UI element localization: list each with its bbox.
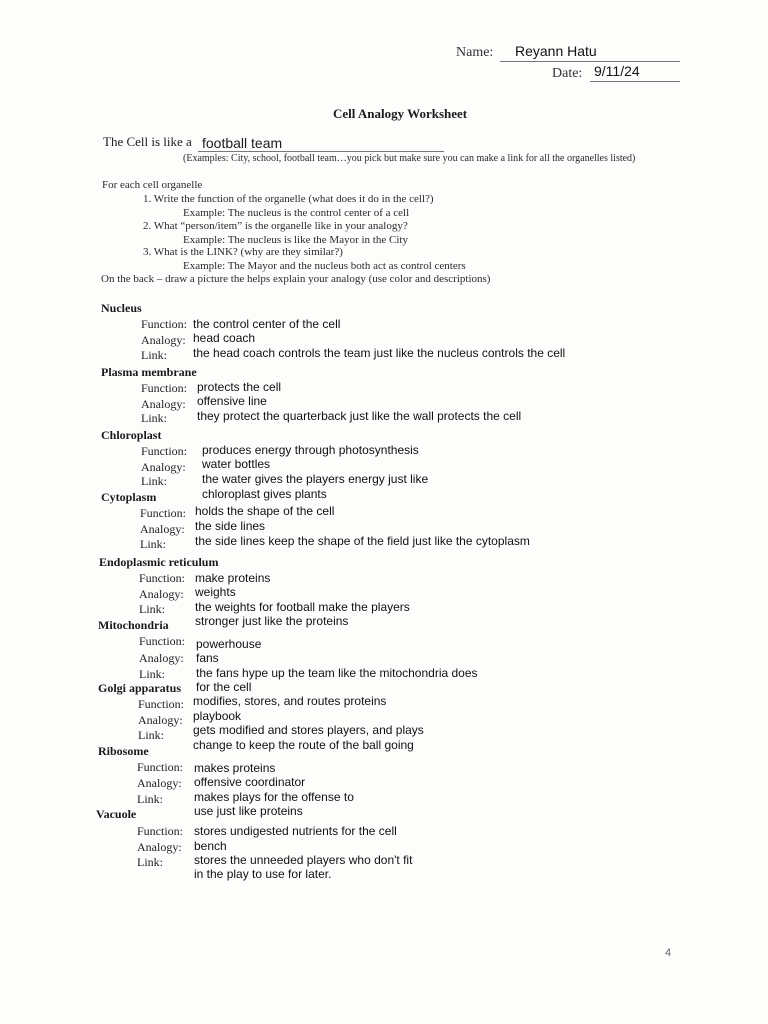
analogy-label: Analogy: [137,840,182,854]
golgi-analogy[interactable]: playbook [193,709,242,723]
analogy-label: Analogy: [140,522,185,536]
vacuole-analogy[interactable]: bench [194,839,227,853]
golgi-link-line-2[interactable]: change to keep the route of the ball going [193,738,414,752]
link-label: Link: [141,474,167,488]
function-label: Function: [137,824,184,838]
section-ribosome: Ribosome [98,744,149,758]
vacuole-function[interactable]: stores undigested nutrients for the cell [194,824,397,838]
mitochondria-link-line-1[interactable]: the fans hype up the team like the mitochondria does [196,666,478,680]
page-number: 4 [665,947,672,959]
golgi-link-line-1[interactable]: gets modified and stores players, and plays [193,723,424,737]
link-label: Link: [138,728,164,742]
link-label: Link: [137,855,163,869]
function-label: Function: [141,381,188,395]
analogy-label: Analogy: [141,333,186,347]
nucleus-function[interactable]: the control center of the cell [193,317,341,331]
er-link-line-2[interactable]: stronger just like the proteins [195,614,349,628]
analogy-label: Analogy: [139,651,184,665]
date-underline [590,81,680,82]
function-label: Function: [141,444,188,458]
section-plasma-membrane: Plasma membrane [101,365,197,379]
mitochondria-function[interactable]: powerhouse [196,637,262,651]
date-label: Date: [552,66,583,81]
page-title: Cell Analogy Worksheet [333,106,468,121]
er-analogy[interactable]: weights [195,585,236,599]
section-golgi-apparatus: Golgi apparatus [98,681,182,695]
function-label: Function: [137,760,184,774]
ribosome-analogy[interactable]: offensive coordinator [194,775,306,789]
function-label: Function: [141,317,188,331]
nucleus-link[interactable]: the head coach controls the team just like the nucleus controls the cell [193,346,566,360]
section-mitochondria: Mitochondria [98,618,169,632]
link-label: Link: [141,348,167,362]
cell-like-answer[interactable]: football team [202,135,283,151]
golgi-function[interactable]: modifies, stores, and routes proteins [193,694,387,708]
instructions-intro: For each cell organelle [102,179,203,191]
cytoplasm-analogy[interactable]: the side lines [195,519,266,533]
er-link-line-1[interactable]: the weights for football make the players [195,600,410,614]
instruction-example-2: Example: The nucleus is like the Mayor in the City [183,234,408,246]
plasma-function[interactable]: protects the cell [197,380,282,394]
link-label: Link: [137,792,163,806]
plasma-analogy[interactable]: offensive line [197,394,267,408]
er-function[interactable]: make proteins [195,571,271,585]
function-label: Function: [140,506,187,520]
cell-like-label: The Cell is like a [103,134,192,149]
instruction-example-3: Example: The Mayor and the nucleus both act as control centers [183,260,466,272]
chloroplast-link-line-1[interactable]: the water gives the players energy just like [202,472,429,486]
function-label: Function: [139,571,186,585]
section-cytoplasm: Cytoplasm [101,490,157,504]
vacuole-link-line-2[interactable]: in the play to use for later. [194,867,332,881]
chloroplast-analogy[interactable]: water bottles [202,457,271,471]
chloroplast-link-line-2[interactable]: chloroplast gives plants [202,487,327,501]
ribosome-function[interactable]: makes proteins [194,761,276,775]
name-underline [500,61,680,62]
instruction-step-1: 1. Write the function of the organelle (what does it do in the cell?) [143,193,434,205]
examples-note: (Examples: City, school, football team…you pick but make sure you can make a link for all the organelles listed) [183,153,636,164]
link-label: Link: [140,537,166,551]
date-field[interactable]: 9/11/24 [594,63,640,79]
ribosome-link-line-2[interactable]: use just like proteins [194,804,303,818]
section-chloroplast: Chloroplast [101,428,162,442]
section-endoplasmic-reticulum: Endoplasmic reticulum [99,555,219,569]
analogy-label: Analogy: [138,713,183,727]
section-vacuole: Vacuole [96,807,137,821]
cytoplasm-link[interactable]: the side lines keep the shape of the field just like the cytoplasm [195,534,530,548]
chloroplast-function[interactable]: produces energy through photosynthesis [202,443,419,457]
instruction-step-3: 3. What is the LINK? (why are they similar?) [143,246,343,258]
name-field[interactable]: Reyann Hatu [515,43,597,59]
function-label: Function: [138,697,185,711]
mitochondria-analogy[interactable]: fans [196,651,219,665]
instruction-step-2: 2. What “person/item” is the organelle like in your analogy? [143,220,408,232]
name-label: Name: [456,45,494,60]
analogy-label: Analogy: [141,397,186,411]
mitochondria-link-line-2[interactable]: for the cell [196,680,252,694]
function-label: Function: [139,634,186,648]
nucleus-analogy[interactable]: head coach [193,331,256,345]
link-label: Link: [139,602,165,616]
ribosome-link-line-1[interactable]: makes plays for the offense to [194,790,354,804]
instruction-back: On the back – draw a picture the helps explain your analogy (use color and descriptions) [101,273,491,285]
vacuole-link-line-1[interactable]: stores the unneeded players who don't fit [194,853,413,867]
plasma-link[interactable]: they protect the quarterback just like the wall protects the cell [197,409,522,423]
link-label: Link: [141,411,167,425]
section-nucleus: Nucleus [101,301,142,315]
cytoplasm-function[interactable]: holds the shape of the cell [195,504,335,518]
instruction-example-1: Example: The nucleus is the control center of a cell [183,207,410,219]
cell-like-underline [198,151,444,152]
analogy-label: Analogy: [137,776,182,790]
analogy-label: Analogy: [139,587,184,601]
analogy-label: Analogy: [141,460,186,474]
link-label: Link: [139,667,165,681]
